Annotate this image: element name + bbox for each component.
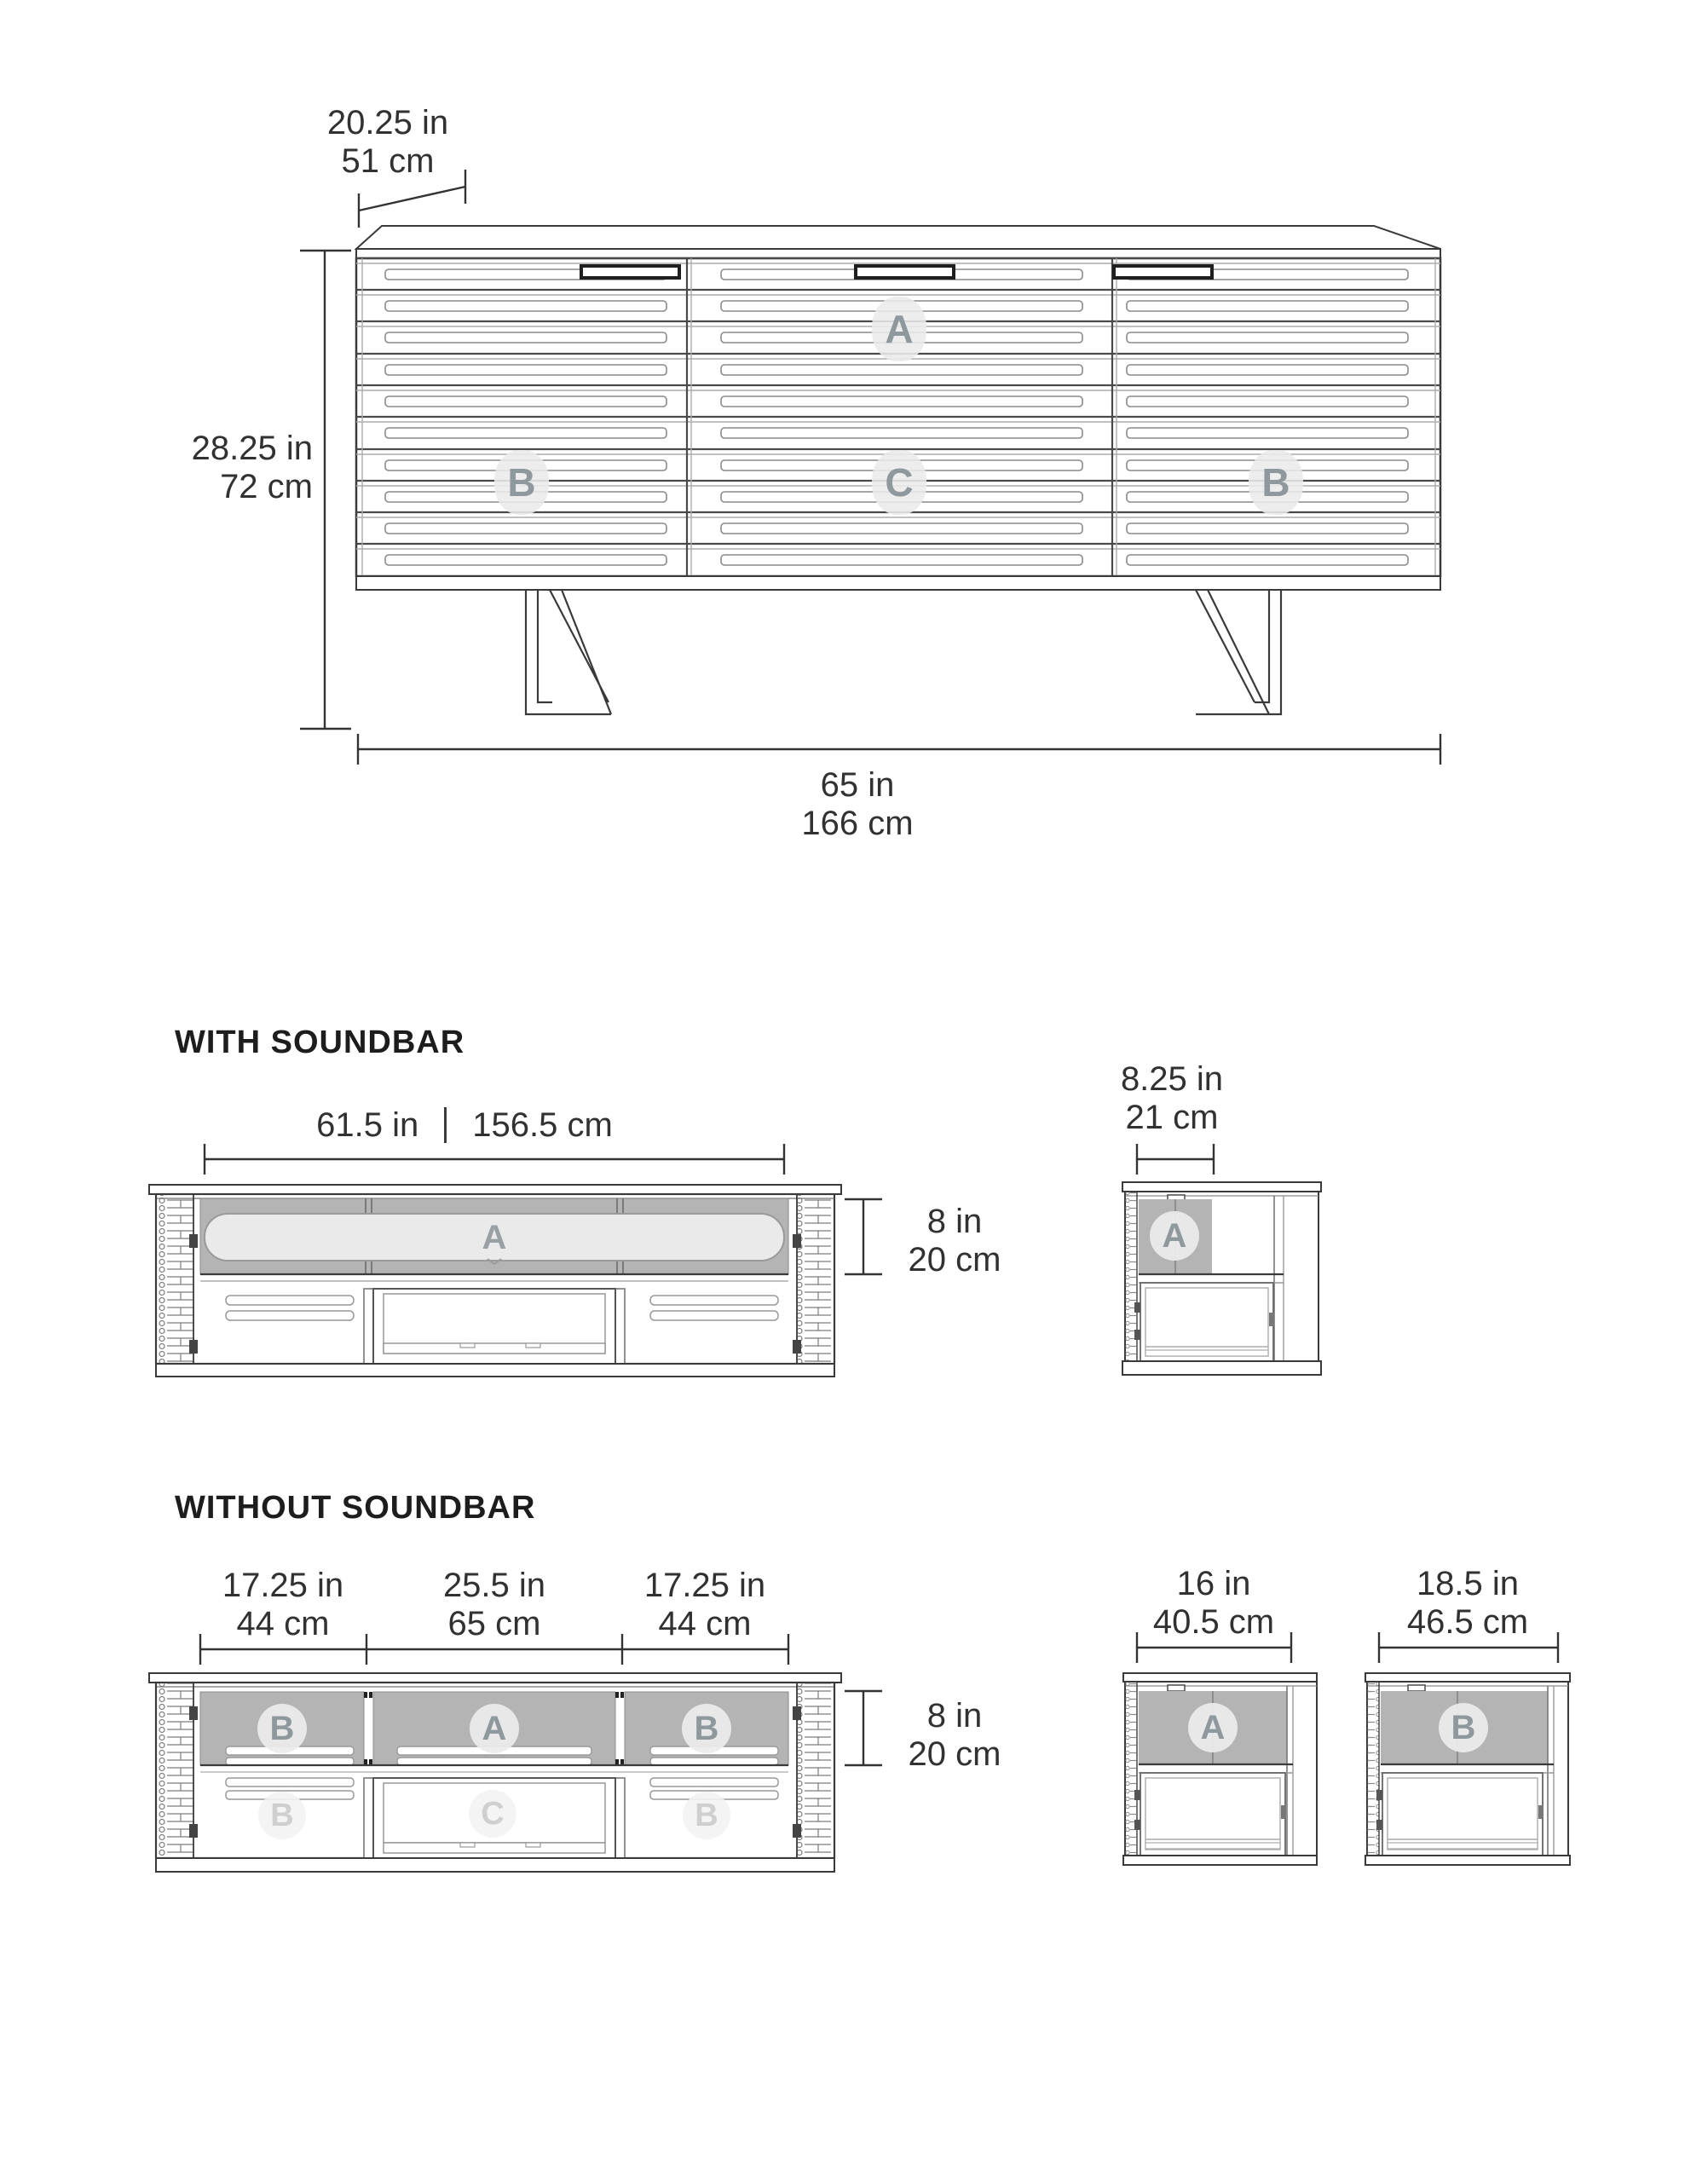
door-handles: [581, 266, 1212, 278]
door-label-a: A: [872, 297, 926, 361]
top-door-label-b-right: B: [682, 1704, 731, 1753]
right-leg: [1196, 590, 1281, 714]
soundbar-depth-dimension-line: [1137, 1144, 1214, 1175]
door-label-c: C: [872, 450, 926, 515]
opening-cm: 20 cm: [908, 1735, 1001, 1773]
segment-left-cm: 44 cm: [236, 1605, 330, 1642]
side-a-cm: 40.5 cm: [1152, 1603, 1275, 1641]
width-cm: 156.5 cm: [472, 1105, 613, 1144]
segment-right-cm: 44 cm: [658, 1605, 752, 1642]
side-a-label: A: [1188, 1703, 1238, 1752]
segment-dimension-right: [594, 1567, 816, 1643]
height-cm: 72 cm: [220, 468, 313, 505]
with-soundbar-side-drawing: [1122, 1144, 1321, 1375]
without-soundbar-opening-dimension: [878, 1697, 1031, 1774]
with-soundbar-opening-dimension: [878, 1203, 1031, 1279]
soundbar-label: A: [482, 1219, 507, 1256]
dimension-separator: [444, 1107, 447, 1143]
door-label-b-right: B: [1249, 450, 1303, 515]
bottom-label-b-left: B: [258, 1792, 306, 1839]
height-inches: 28.25 in: [191, 430, 313, 467]
top-door-label-a: A: [470, 1704, 519, 1753]
side-b-label: B: [1439, 1703, 1488, 1752]
bottom-label-c: C: [469, 1790, 516, 1838]
with-soundbar-heading: WITH SOUNDBAR: [175, 1025, 465, 1060]
opening-inches: 8 in: [926, 1697, 983, 1735]
depth-inches: 8.25 in: [1120, 1060, 1224, 1098]
opening-cm: 20 cm: [908, 1241, 1001, 1279]
door-label-b-left: B: [494, 450, 549, 515]
opening-inches: 8 in: [926, 1203, 983, 1240]
segment-center-inches: 25.5 in: [442, 1567, 546, 1604]
bottom-label-b-right: B: [683, 1792, 730, 1839]
depth-inches: 20.25 in: [326, 104, 449, 141]
main-depth-dimension: [260, 104, 516, 181]
side-b-inches: 18.5 in: [1416, 1565, 1520, 1602]
segment-center-cm: 65 cm: [447, 1605, 541, 1642]
segment-dimension-left: [172, 1567, 394, 1643]
segment-right-inches: 17.25 in: [643, 1567, 766, 1604]
segment-dimension-center: [384, 1567, 605, 1643]
top-door-label-b-left: B: [257, 1704, 307, 1753]
side-b-dimension: [1357, 1565, 1578, 1642]
side-a-inches: 16 in: [1176, 1565, 1251, 1602]
depth-cm: 51 cm: [341, 142, 435, 180]
without-soundbar-heading: WITHOUT SOUNDBAR: [175, 1490, 536, 1526]
main-height-dimension: [118, 430, 313, 506]
depth-cm: 21 cm: [1125, 1099, 1219, 1136]
side-b-cm: 46.5 cm: [1406, 1603, 1529, 1641]
with-soundbar-front-drawing: [149, 1144, 882, 1377]
side-a-dimension: [1103, 1565, 1324, 1642]
with-soundbar-width-dimension: [251, 1105, 678, 1146]
main-width-dimension: [730, 766, 985, 843]
width-inches: 65 in: [820, 766, 895, 804]
width-inches: 61.5 in: [316, 1105, 419, 1144]
side-label-a: A: [1150, 1211, 1199, 1261]
segment-left-inches: 17.25 in: [222, 1567, 344, 1604]
width-cm: 166 cm: [801, 805, 914, 842]
soundbar-depth-dimension: [1061, 1060, 1283, 1137]
without-soundbar-front-drawing: [149, 1634, 882, 1872]
